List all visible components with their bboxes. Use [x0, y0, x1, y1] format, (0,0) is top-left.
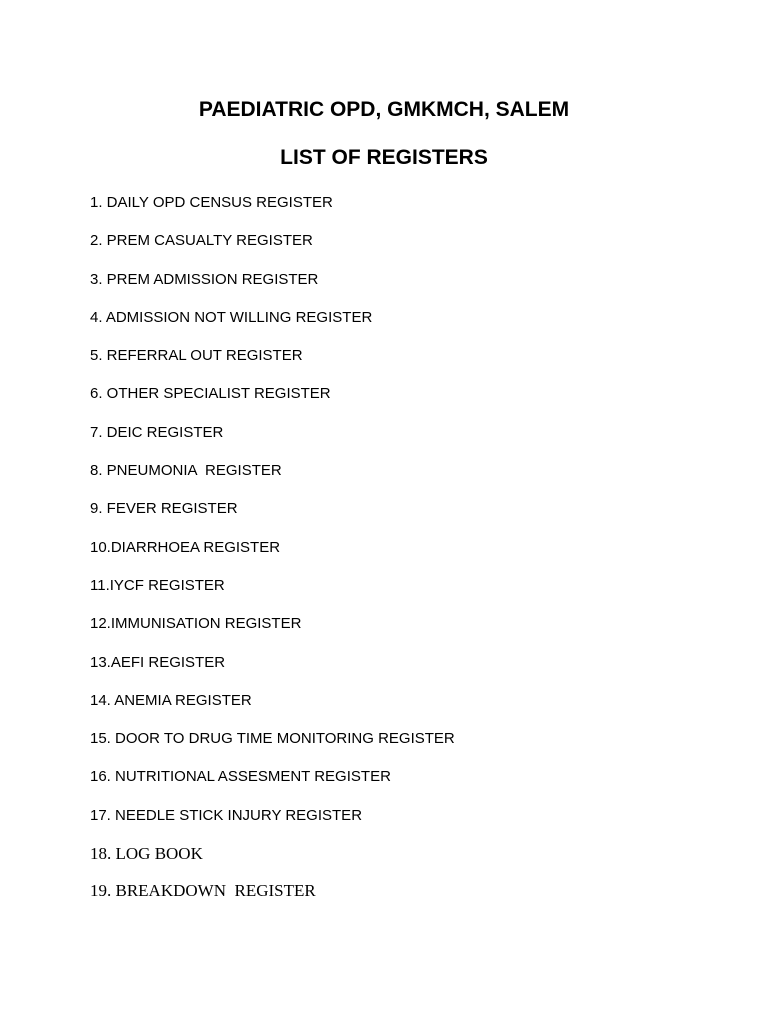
list-item: 4. ADMISSION NOT WILLING REGISTER: [90, 308, 373, 326]
list-item: 14. ANEMIA REGISTER: [90, 691, 252, 709]
list-item: 18. LOG BOOK: [90, 844, 203, 864]
list-item: 6. OTHER SPECIALIST REGISTER: [90, 385, 331, 403]
list-item: 10.DIARRHOEA REGISTER: [90, 538, 281, 556]
list-item: 2. PREM CASUALTY REGISTER: [90, 232, 313, 250]
list-item: 19. BREAKDOWN REGISTER: [90, 881, 316, 901]
list-item: 1. DAILY OPD CENSUS REGISTER: [90, 194, 333, 211]
list-item: 17. NEEDLE STICK INJURY REGISTER: [90, 806, 363, 824]
list-item: 5. REFERRAL OUT REGISTER: [90, 347, 303, 365]
list-item: 12.IMMUNISATION REGISTER: [90, 615, 302, 633]
list-item: 7. DEIC REGISTER: [90, 423, 224, 441]
list-item: 13.AEFI REGISTER: [90, 653, 226, 671]
list-item: 3. PREM ADMISSION REGISTER: [90, 270, 319, 288]
register-list: [90, 191, 455, 916]
page-title: PAEDIATRIC OPD, GMKMCH, SALEM: [198, 98, 570, 121]
list-item: 15. DOOR TO DRUG TIME MONITORING REGISTER: [90, 730, 455, 748]
list-item: 9. FEVER REGISTER: [90, 500, 238, 518]
list-item: 16. NUTRITIONAL ASSESMENT REGISTER: [90, 768, 391, 786]
list-item: 8. PNEUMONIA REGISTER: [90, 462, 282, 480]
page-subtitle: LIST OF REGISTERS: [280, 146, 488, 169]
list-item: 11.IYCF REGISTER: [90, 576, 225, 594]
